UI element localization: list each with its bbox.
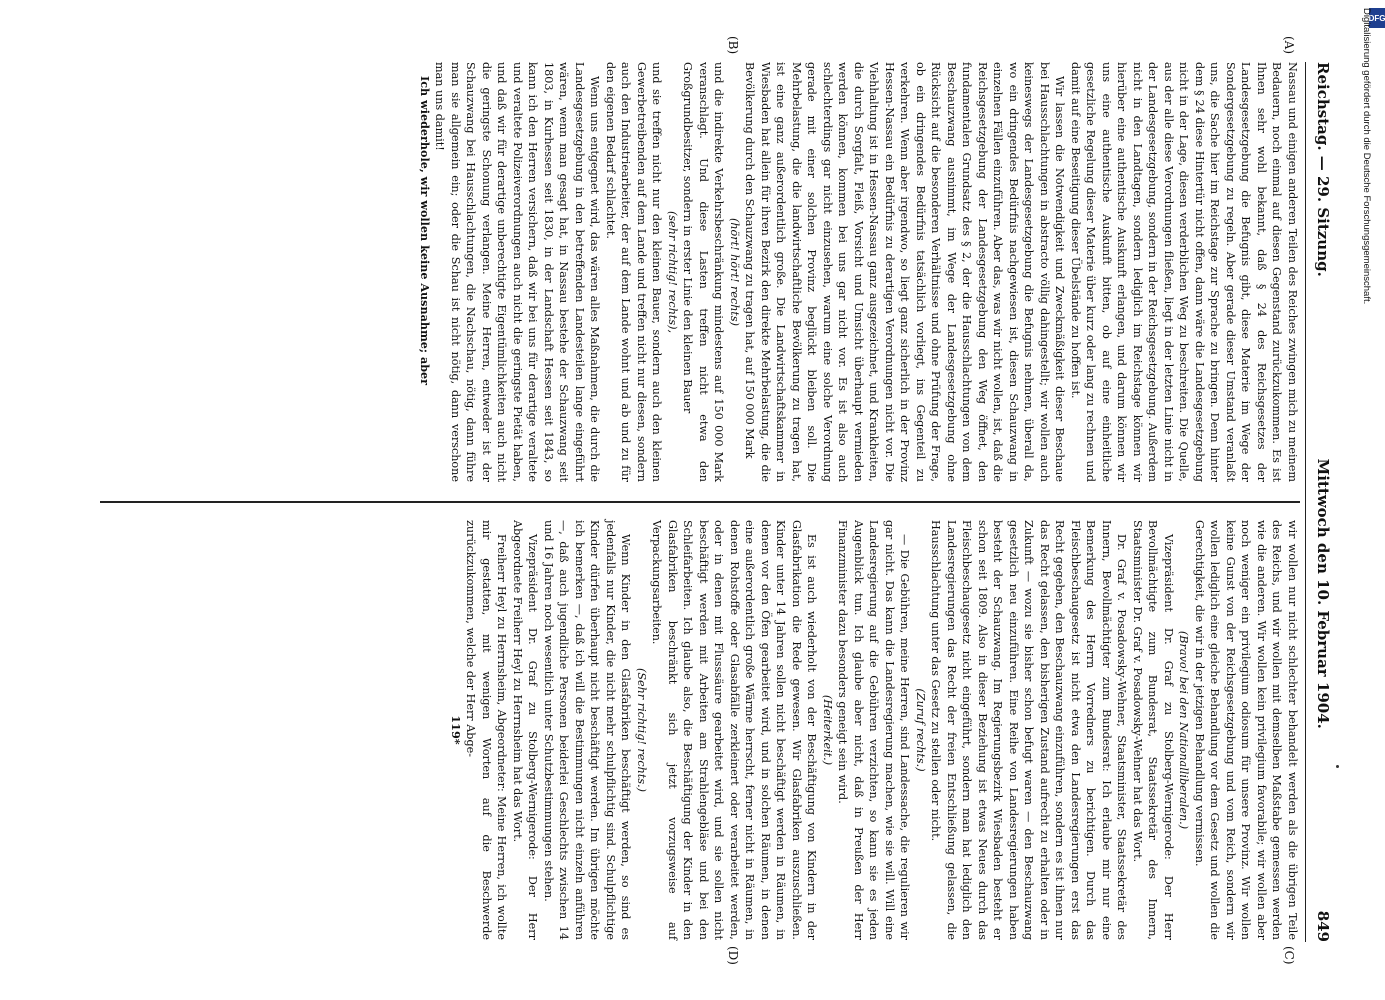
paragraph: Dr. Graf v. Posadowsky-Wehner, Staatsminister, Staatssekretär des Innern, Bevollmächtigter zum Bundesrat: Ich erlaube mir nur eine Bemerkung des Herrn Vorredners zu berichtigen. Durch das Fleischbeschaugesetz ist nicht etwa den Landesregierungen erst das Recht gegeben, den Beschauzwang einzuführen, sondern es ist ihnen nur das Recht gelassen, den bisherigen Zustand aufrecht zu erhalten oder in Zukunft — wozu sie bisher schon befugt waren — den Beschauzwang gesetzlich neu einzuführen. Eine Reihe von Landesregierungen haben besteht der Schauzwang. Im Regierungsbezirk Wiesbaden besteht er schon seit 1809. Also in dieser Beziehung ist etwas Neues durch das Fleischbeschaugesetz nicht eingeführt, sondern man hat lediglich den Landesregierungen das Recht der freien Entschließung gelassen, die Hausschlachtung unter das Gesetz zu stellen oder nicht.: [929, 520, 1129, 940]
margin-marker-c: (C): [1282, 946, 1296, 965]
dfg-logo: DFG: [1369, 8, 1385, 28]
speaker-announcement: Vizepräsident Dr. Graf zu Stolberg-Wernigerode: Der Herr Abgeordnete Freiherr Heyl zu Herrnsheim hat das Wort.: [511, 520, 540, 940]
interjection: (Heiterkeit.): [821, 694, 834, 766]
speaker-announcement: Vizepräsident Dr. Graf zu Stolberg-Wernigerode: Der Herr Bevollmächtigte zum Bundesrat, Staatssekretär des Innern, Staatsminister Dr. Graf v. Posadowsky-Wehner hat das Wort.: [1131, 520, 1175, 940]
signature-mark: 119*: [449, 715, 463, 745]
margin-marker-d: (D): [726, 946, 740, 965]
paragraph: Wir lassen die Notwendigkeit und Zweckmäßigkeit dieser Beschaue bei Hausschlachtungen in abstracto völlig dahingestellt; wir wollen auch keineswegs der Landesgesetzgebung die Befugnis nehmen, überall da, wo ein dringendes Bedürfnis nachgewiesen ist, diesen Schauzwang in einzelnen Fällen einzuführen. Aber das, was wir nicht wollen, ist, daß die Reichsgesetzgebung der Landesgesetzgebung den Weg öffnet, den fundamentalen Grundsatz des § 2, der die Hausschlachtungen von dem Beschauzwang ausnimmt, im Wege der Landesgesetzgebung ohne Rücksicht auf die besonderen Verhältnisse und ohne Prüfung der Frage, ob ein dringendes Bedürfnis tatsächlich vorliegt, ins Gegenteil zu verkehren. Wenn aber irgendwo, so liegt ganz sicherlich in der Provinz Hessen-Nassau ein Bedürfnis zu derartigen Verordnungen nicht vor. Die Viehhaltung ist in Hessen-Nassau ganz ausgezeichnet, und Krankheiten, die durch Sorgfalt, Fleiß, Vorsicht und Umsicht überhaupt vermieden werden können, kommen bei uns gar nicht vor. Es ist also auch schlechterdings gar nicht einzusehen, warum eine solche Verordnung gerade mit einer solchen Provinz beglückt bleiben soll. Die Mehrbelastung, die die landwirtschaftliche Bevölkerung zu tragen hat, ist eine ganz außerordentlich große. Die Landwirtschaftskammer in Wiesbaden hat allein für ihren Bezirk den direkte Mehrbelastung, die die Bevölkerung durch den Schauzwang zu tragen hat, auf 150 000 Mark: [743, 62, 1067, 482]
paragraph: — Die Gebühren, meine Herren, sind Landessache, die regulieren wir gar nicht. Das kann die Landesregierung machen, wie sie will. Will eine Landesregierung auf die Gebühren verzichten, so kann sie es jeden Augenblick tun. Ich glaube aber nicht, daß in Preußen der Herr Finanzminister dazu besonders geneigt sein wird.: [836, 520, 912, 940]
paragraph: wir wollen nur nicht schlechter behandelt werden als die übrigen Teile des Reichs, und wir wollen mit demselben Maßstabe gemessen werden wie die anderen. Wir wollen kein privilegium favorabile; wir wollen aber noch weniger ein privilegium odiosum für unsere Provinz. Wir wollen keine Gunst von der Reichsgesetzgebung und vom Reich, sondern wir wollen lediglich eine gleiche Behandlung vor dem Gesetz und wollen die Gerechtigkeit, die wir in der jetzigen Behandlung vermissen.: [1193, 520, 1299, 940]
interjection: (Zuruf rechts.): [914, 688, 927, 772]
margin-marker-b: (B): [726, 36, 740, 55]
left-column: [100, 62, 1300, 482]
paragraph: und die indirekte Verkehrsbeschränkung mindestens auf 150 000 Mark veranschlagt. Und diese Lasten treffen nicht etwa den Großgrundbesitzer, sondern in erster Linie den kleinen Bauer: [681, 62, 726, 482]
interjection: (hört! hört! rechts): [728, 217, 741, 327]
margin-marker-a: (A): [1282, 36, 1296, 55]
paragraph: und sie treffen nicht nur den kleinen Bauer, sondern auch den kleinen Gewerbetreibenden auf dem Lande und treffen nicht nur diesen, sondern auch den Industriearbeiter, der auf dem Lande wohnt und ab und zu für den eigenen Bedarf schlachtet.: [604, 62, 664, 482]
right-column: [100, 520, 1300, 940]
rotated-page: [90, 36, 1340, 965]
paragraph: Es ist auch wiederholt von der Beschäftigung von Kindern in der Glasfabrikation die Rede gewesen. Wir Glasfabriken auszuschließen. Kinder unter 14 Jahren sollen nicht beschäftigt werden in Räumen, in denen vor den Öfen gearbeitet wird, und in solchen Räumen, in denen eine außerordentlich große Wärme herrscht, ferner nicht in Räumen, in denen Rohstoffe oder Glasabfälle zerkleinert oder verarbeitet werden, oder in denen mit Flusssäure gearbeitet wird, und sie sollen nicht beschäftigt werden mit Arbeiten am Strahlengebläse und bei den Schleifarbeiten. Ich glaube also, die Beschäftigung der Kinder in den Glasfabriken beschränkt sich jetzt vorzugsweise auf Verpackungsarbeiten.: [650, 520, 819, 940]
running-header: [1305, 62, 1340, 942]
paragraph: Ich wiederhole, wir wollen keine Ausnahme; aber: [418, 76, 432, 386]
paragraph: Freiherr Heyl zu Herrnsheim, Abgeordneter: Meine Herren, ich wollte mir gestatten, mit wenigen Worten auf die Beschwerde zurückzukommen, welche der Herr Abge-: [464, 520, 509, 940]
paragraph: Wenn uns entgegnet wird, das wären alles Maßnahmen, die durch die Landesgesetzgebung in den betreffenden Landesteilen lange eingeführt wären, wenn man gesagt hat, in Nassau bestehe der Schauzwang seit 1803, in Kurhessen seit 1830, in der Landschaft Hessen seit 1843, so kann ich den Herren versichern, daß wir bei uns für derartige veraltete und veraltete Polizeiverordnungen auch nicht die geringste Pietät haben, und daß wir für derartige unberechtigte Eigentümlichkeiten auch nicht die geringste Schonung verlangen. Meine Herren, entweder ist der Schauzwang bei Hausschlachtungen, die Nachschau, nötig, dann führe man sie allgemein ein; oder die Schau ist nicht nötig, dann verschone man uns damit!: [433, 62, 602, 482]
column-divider: [100, 501, 1300, 503]
interjection: (Bravo! bei den Nationalliberalen.): [1177, 630, 1191, 830]
interjection: (sehr richtig! rechts),: [666, 210, 679, 334]
paragraph: Wenn Kinder in den Glasfabriken beschäftigt werden, so sind es jedenfalls nur Kinder, die nicht mehr schulpflichtig sind. Schulpflichtige Kinder dürfen überhaupt nicht beschäftigt werden. Im übrigen möchte ich bemerken —, daß ich will die Bestimmungen nicht einzeln anführen —, daß auch jugendliche Personen beiderlei Geschlechts zwischen 14 und 16 Jahren noch wesentlich unter Schutzbestimmungen stehen.: [542, 520, 633, 940]
interjection: (Sehr richtig! rechts.): [635, 667, 648, 793]
header-date: Mittwoch den 10. Februar 1904.: [1314, 458, 1332, 729]
paragraph: Nassau und einigen anderen Teilen des Reiches zwingen mich zu meinem Bedauern, noch einmal auf diesen Gegenstand zurückzukommen. Es ist Ihnen sehr wohl bekannt, daß § 24 des Reichsgesetzes der Landesgesetzgebung die Befugnis gibt, diese Materie im Wege der Sondergesetzgebung zu regeln. Aber gerade dieser Umstand veranlaßt uns, die Sache hier im Reichstage zur Sprache zu bringen. Denn hinter dem § 24 diese Hintertür nicht offen, dann wäre die Landesgesetzgebung nicht in der Lage, diesen verderblichen Weg zu beschreiten. Die Quelle, aus der alle diese Verordnungen fließen, liegt in der letzten Linie nicht in der Landesgesetzgebung, sondern in der Reichsgesetzgebung. Außerdem nicht in den Landtagen, sondern lediglich im Reichstage können wir hierüber eine authentische Auskunft erlangen, und darum können wir uns eine authentische Auskunft bitten, ob auf eine einheitliche gesetzliche Regelung dieser Materie über kurz oder lang zu rechnen und damit auf eine Beseitigung dieser Übelstände zu hoffen ist.: [1069, 62, 1299, 482]
header-left: Reichstag. — 29. Sitzung.: [1314, 62, 1332, 277]
digitization-credit: Digitalisierung gefördert durch die Deutsche Forschungsgemeinschaft.: [1361, 8, 1372, 305]
page-number: 849: [1314, 910, 1332, 942]
